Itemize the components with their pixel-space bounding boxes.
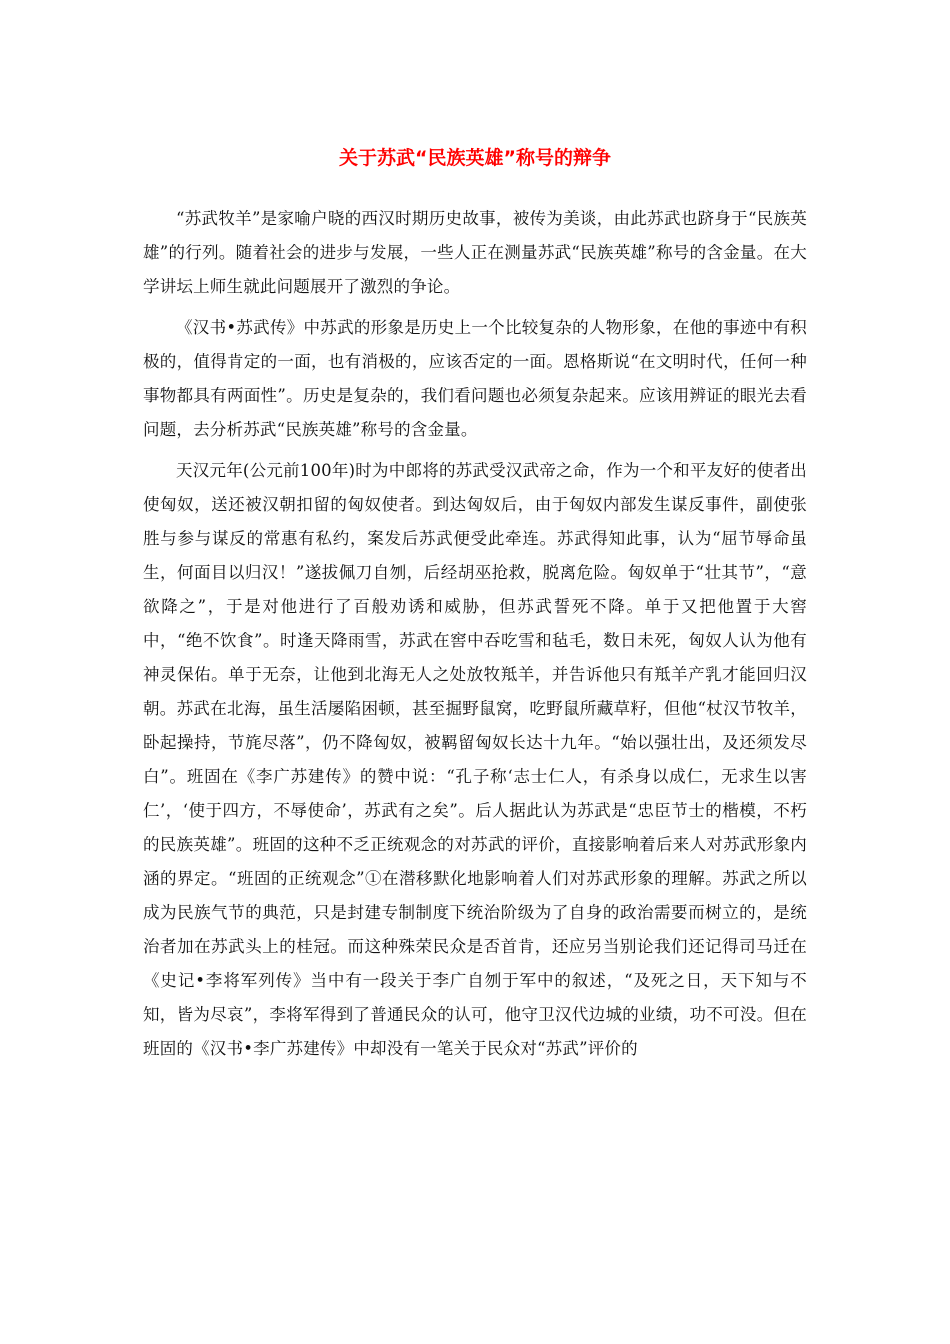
article-body: [143, 202, 807, 1073]
paragraph-3: 天汉元年(公元前100年)时为中郎将的苏武受汉武帝之命，作为一个和平友好的使者出使匈奴，送还被汉朝扣留的匈奴使者。到达匈奴后，由于匈奴内部发生谋反事件，副使张胜与参与谋反的常惠有私约，案发后苏武便受此牵连。苏武得知此事，认为“屈节辱命虽生，何面目以归汉！”遂拔佩刀自刎，后经胡巫抢救，脱离危险。匈奴单于“壮其节”，“意欲降之”，于是对他进行了百般劝诱和威胁，但苏武誓死不降。单于又把他置于大窖中，“绝不饮食”。时逢天降雨雪，苏武在窖中吞吃雪和毡毛，数日未死，匈奴人认为他有神灵保佑。单于无奈，让他到北海无人之处放牧羝羊，并告诉他只有羝羊产乳才能回归汉朝。苏武在北海，虽生活屡陷困顿，甚至掘野鼠窝，吃野鼠所藏草籽，但他“杖汉节牧羊，卧起操持，节旄尽落”，仍不降匈奴，被羁留匈奴长达十九年。“始以强壮出，及还须发尽白”。班固在《李广苏建传》的赞中说：“孔子称‘志士仁人，有杀身以成仁，无求生以害仁’，‘使于四方，不辱使命’，苏武有之矣”。后人据此认为苏武是“忠臣节士的楷模，不朽的民族英雄”。班固的这种不乏正统观念的对苏武的评价，直接影响着后来人对苏武形象内涵的界定。“班固的正统观念”①在潜移默化地影响着人们对苏武形象的理解。苏武之所以成为民族气节的典范，只是封建专制制度下统治阶级为了自身的政治需要而树立的，是统治者加在苏武头上的桂冠。而这种殊荣民众是否首肯，还应另当别论我们还记得司马迁在《史记•李将军列传》当中有一段关于李广自刎于军中的叙述，“及死之日，天下知与不知，皆为尽哀”，李将军得到了普通民众的认可，他守卫汉代边城的业绩，功不可没。但在班固的《汉书•李广苏建传》中却没有一笔关于民众对“苏武”评价的: [143, 461, 807, 1058]
paragraph-2: 《汉书•苏武传》中苏武的形象是历史上一个比较复杂的人物形象，在他的事迹中有积极的，值得肯定的一面，也有消极的，应该否定的一面。恩格斯说“在文明时代，任何一种事物都具有两面性”。历史是复杂的，我们看问题也必须复杂起来。应该用辨证的眼光去看问题，去分析苏武“民族英雄”称号的含金量。: [143, 318, 807, 439]
page-title: 关于苏武“民族英雄”称号的辩争: [339, 147, 611, 169]
paragraph-1: “苏武牧羊”是家喻户晓的西汉时期历史故事，被传为美谈，由此苏武也跻身于“民族英雄”的行列。随着社会的进步与发展，一些人正在测量苏武“民族英雄”称号的含金量。在大学讲坛上师生就此问题展开了激烈的争论。: [143, 209, 807, 296]
